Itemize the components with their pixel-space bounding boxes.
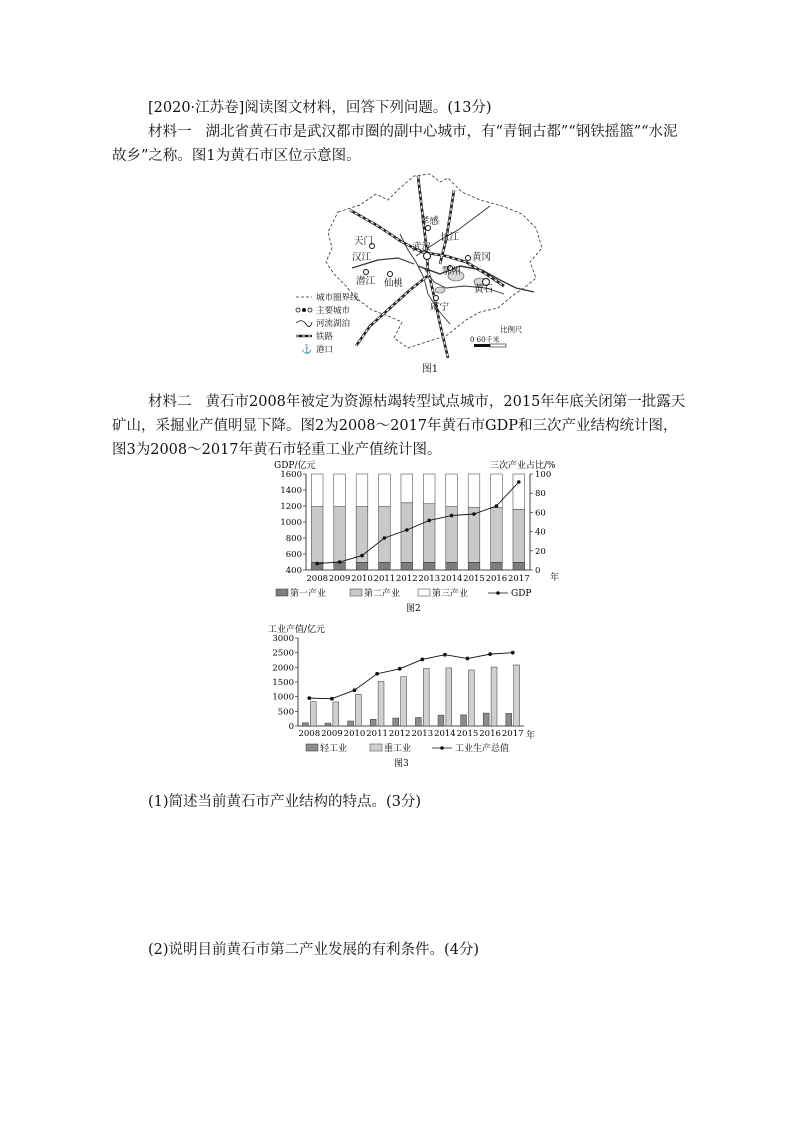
fig2-bar-primary <box>491 562 503 570</box>
map-label-wuhan: 武汉 <box>412 242 432 253</box>
legend-railway: 铁路 <box>316 332 334 342</box>
fig2-ytick-label: 600 <box>285 550 302 560</box>
fig2-y2tick-label: 20 <box>535 546 546 557</box>
fig2-bar-primary <box>513 562 525 570</box>
fig2-y2tick-label: 60 <box>535 508 546 519</box>
fig3-xtick-label: 2011 <box>366 729 388 739</box>
location-map <box>290 170 562 362</box>
fig3-total-line <box>309 653 512 699</box>
fig2-bar-tertiary <box>446 474 458 507</box>
scale-title: 比例尺 <box>500 325 523 334</box>
fig2-ytick-label: 1600 <box>280 470 302 480</box>
map-legend <box>296 292 359 355</box>
fig2-bar-tertiary <box>513 474 525 510</box>
fig3-total-point <box>353 688 357 692</box>
question-header: [2020·江苏卷]阅读图文材料，回答下列问题。(13分) <box>148 100 492 116</box>
fig2-gdp-point <box>315 562 319 566</box>
map-label-huanggang: 黄冈 <box>472 252 492 263</box>
fig2-ytick-label: 1400 <box>280 486 302 496</box>
fig2-xtick-label: 2009 <box>328 574 351 584</box>
fig2-bar-secondary <box>401 503 413 563</box>
fig3-legend-heavy: 重工业 <box>384 744 412 754</box>
fig2-legend-gdp: GDP <box>511 589 532 599</box>
fig2-bar-tertiary <box>423 474 435 504</box>
question-1: (1)简述当前黄石市产业结构的特点。(3分) <box>148 794 422 810</box>
fig3-xtick-label: 2008 <box>298 729 321 739</box>
legend-boundary: 城市圈界线 <box>316 293 359 303</box>
map-label-xianning: 咸宁 <box>430 302 450 313</box>
map-label-xiaogan: 孝感 <box>420 216 440 227</box>
fig3-bar-light <box>438 715 444 726</box>
fig2-legend-tertiary: 第三产业 <box>432 589 469 599</box>
fig3-total-point <box>420 658 424 662</box>
fig3-bar-light <box>415 717 421 726</box>
fig2-ytick-label: 800 <box>285 534 302 544</box>
fig2-bar-secondary <box>379 507 391 563</box>
fig3-plot <box>272 634 524 739</box>
fig3-bar-heavy <box>469 670 475 726</box>
fig2-bar-tertiary <box>356 474 368 507</box>
legend-river: 河流湖泊 <box>316 319 351 329</box>
fig3-total-point <box>443 653 447 657</box>
fig3-xtick-label: 2016 <box>479 729 501 739</box>
fig3-bar-heavy <box>356 694 362 726</box>
fig3-bar-light <box>483 713 489 726</box>
material-one <box>112 120 690 168</box>
fig2-bar-secondary <box>334 507 346 563</box>
fig2-bar-primary <box>423 562 435 570</box>
fig3-legend <box>306 742 509 754</box>
fig3-xtick-label: 2012 <box>388 729 411 739</box>
material-two-label: 材料二 <box>148 394 192 410</box>
fig3-ytick-label: 1500 <box>272 678 294 688</box>
fig3-total-point <box>511 651 515 655</box>
material-one-label: 材料一 <box>148 124 192 140</box>
fig2-gdp-point <box>427 519 431 523</box>
figure-2-caption: 图2 <box>406 604 421 614</box>
fig2-gdp-point <box>472 512 476 516</box>
fig2-y2tick-label: 80 <box>535 489 546 500</box>
map-label-changjiang: 长江 <box>440 232 460 243</box>
map-label-tianmen: 天门 <box>354 236 374 247</box>
fig2-legend <box>276 587 531 599</box>
fig2-gdp-point <box>405 528 409 532</box>
fig2-bar-secondary <box>468 508 480 563</box>
fig2-bar-tertiary <box>468 474 480 508</box>
fig3-legend-total: 工业生产总值 <box>455 744 510 754</box>
material-two-text: 黄石市2008年被定为资源枯竭转型试点城市，2015年年底关闭第一批露天矿山，采掘业产值明显下降。图2为2008～2017年黄石市GDP和三次产业结构统计图，图3为2008～2017年黄石市轻重工业产值统计图。 <box>112 394 686 458</box>
fig3-x-unit: 年 <box>526 731 536 741</box>
fig3-bar-light <box>370 719 376 726</box>
fig2-ytick-label: 400 <box>285 566 302 576</box>
fig2-legend-secondary: 第二产业 <box>364 589 401 599</box>
fig3-xtick-label: 2017 <box>501 729 524 739</box>
fig2-gdp-point <box>338 560 342 564</box>
industry-output-chart <box>262 620 534 768</box>
fig3-bar-light <box>348 721 354 726</box>
fig3-bar-heavy <box>446 668 452 726</box>
fig2-bar-tertiary <box>379 474 391 507</box>
fig3-xtick-label: 2015 <box>456 729 479 739</box>
fig2-bar-secondary <box>423 504 435 563</box>
fig2-x-unit: 年 <box>550 573 560 583</box>
fig2-bar-tertiary <box>491 474 503 508</box>
fig3-ytick-label: 1000 <box>272 692 294 703</box>
fig2-plot <box>280 470 551 584</box>
fig3-total-point <box>466 657 470 661</box>
map-label-ezhou: 鄂州 <box>442 266 462 277</box>
fig2-bar-secondary <box>311 507 323 563</box>
fig2-bar-primary <box>356 562 368 570</box>
fig3-xtick-label: 2014 <box>434 729 456 739</box>
fig3-ytick-label: 2000 <box>272 663 294 674</box>
fig3-xtick-label: 2010 <box>343 729 366 739</box>
fig2-gdp-point <box>517 480 521 484</box>
fig2-bar-secondary <box>513 510 525 563</box>
fig2-bar-tertiary <box>311 474 323 507</box>
fig3-bar-heavy <box>333 702 339 726</box>
fig3-total-point <box>488 652 492 656</box>
scale-text: 0 60千米 <box>470 336 500 344</box>
fig2-bar-primary <box>446 562 458 570</box>
fig2-gdp-point <box>360 554 364 558</box>
figure-1-caption: 图1 <box>421 364 439 375</box>
fig3-ytick-label: 3000 <box>272 634 294 644</box>
fig3-ytick-label: 2500 <box>272 648 294 659</box>
fig2-y2tick-label: 100 <box>535 470 552 480</box>
fig3-bar-heavy <box>310 702 316 726</box>
question-2: (2)说明目前黄石市第二产业发展的有利条件。(4分) <box>148 942 480 958</box>
fig2-bar-tertiary <box>334 474 346 507</box>
fig2-xtick-label: 2014 <box>440 574 463 584</box>
fig3-xtick-label: 2013 <box>411 729 434 739</box>
fig3-total-point <box>330 697 334 701</box>
map-label-xiantao: 仙桃 <box>384 278 404 289</box>
fig2-gdp-point <box>383 536 387 540</box>
fig2-bar-primary <box>401 562 413 570</box>
map-label-hanjiang: 汉江 <box>352 252 372 263</box>
fig2-bar-tertiary <box>401 474 413 503</box>
legend-city: 主要城市 <box>316 306 351 316</box>
fig2-ytick-label: 1000 <box>280 518 302 528</box>
fig2-gdp-line <box>317 482 519 564</box>
fig3-legend-light: 轻工业 <box>320 744 348 754</box>
fig2-bar-primary <box>468 562 480 570</box>
fig2-ytick-label: 1200 <box>280 502 302 512</box>
fig3-bar-light <box>325 723 331 726</box>
map-label-qianjiang: 潜江 <box>356 276 376 287</box>
fig3-bar-light <box>393 718 399 726</box>
fig2-y2tick-label: 40 <box>535 527 546 538</box>
fig2-bar-secondary <box>491 508 503 563</box>
fig3-total-point <box>398 667 402 671</box>
fig2-xtick-label: 2016 <box>485 574 508 584</box>
figure-3-caption: 图3 <box>394 759 409 769</box>
fig3-ylabel: 工业产值/亿元 <box>268 625 326 635</box>
fig3-xtick-label: 2009 <box>321 729 343 739</box>
material-one-text: 湖北省黄石市是武汉都市圈的副中心城市，有“青铜古都”“钢铁摇篮”“水泥故乡”之称。图1为黄石市区位示意图。 <box>112 124 678 164</box>
fig3-ytick-label: 0 <box>288 722 294 732</box>
scale-bar <box>470 335 506 347</box>
fig2-gdp-point <box>450 514 454 518</box>
fig2-bar-primary <box>379 562 391 570</box>
fig3-total-point <box>307 696 311 700</box>
fig2-legend-primary: 第一产业 <box>290 589 327 599</box>
fig2-y2label: 三次产业占比/% <box>490 461 556 471</box>
map-label-huangshi: 黄石 <box>474 284 494 295</box>
anchor-icon: ⚓ <box>301 345 313 355</box>
fig3-total-point <box>375 672 379 676</box>
fig3-bar-light <box>461 715 467 726</box>
fig3-bar-light <box>506 713 512 726</box>
fig2-y2tick-label: 0 <box>535 566 541 576</box>
fig3-bar-heavy <box>401 677 407 726</box>
fig3-bar-heavy <box>378 681 384 726</box>
fig3-ytick-label: 500 <box>277 707 294 718</box>
fig3-bar-heavy <box>514 665 520 726</box>
legend-port: 港口 <box>316 345 334 355</box>
material-two <box>112 390 690 462</box>
fig2-xtick-label: 2010 <box>351 574 373 584</box>
fig2-xtick-label: 2017 <box>507 574 530 584</box>
fig2-ylabel: GDP/亿元 <box>274 461 316 471</box>
fig2-xtick-label: 2013 <box>418 574 441 584</box>
fig3-bar-heavy <box>423 669 429 726</box>
fig3-bar-light <box>302 723 308 726</box>
fig2-xtick-label: 2015 <box>463 574 485 584</box>
fig2-xtick-label: 2011 <box>373 574 396 584</box>
gdp-structure-chart <box>268 454 558 614</box>
fig2-xtick-label: 2012 <box>395 574 418 584</box>
fig2-gdp-point <box>495 504 499 508</box>
fig2-xtick-label: 2008 <box>306 574 329 584</box>
fig3-bar-heavy <box>491 667 497 726</box>
